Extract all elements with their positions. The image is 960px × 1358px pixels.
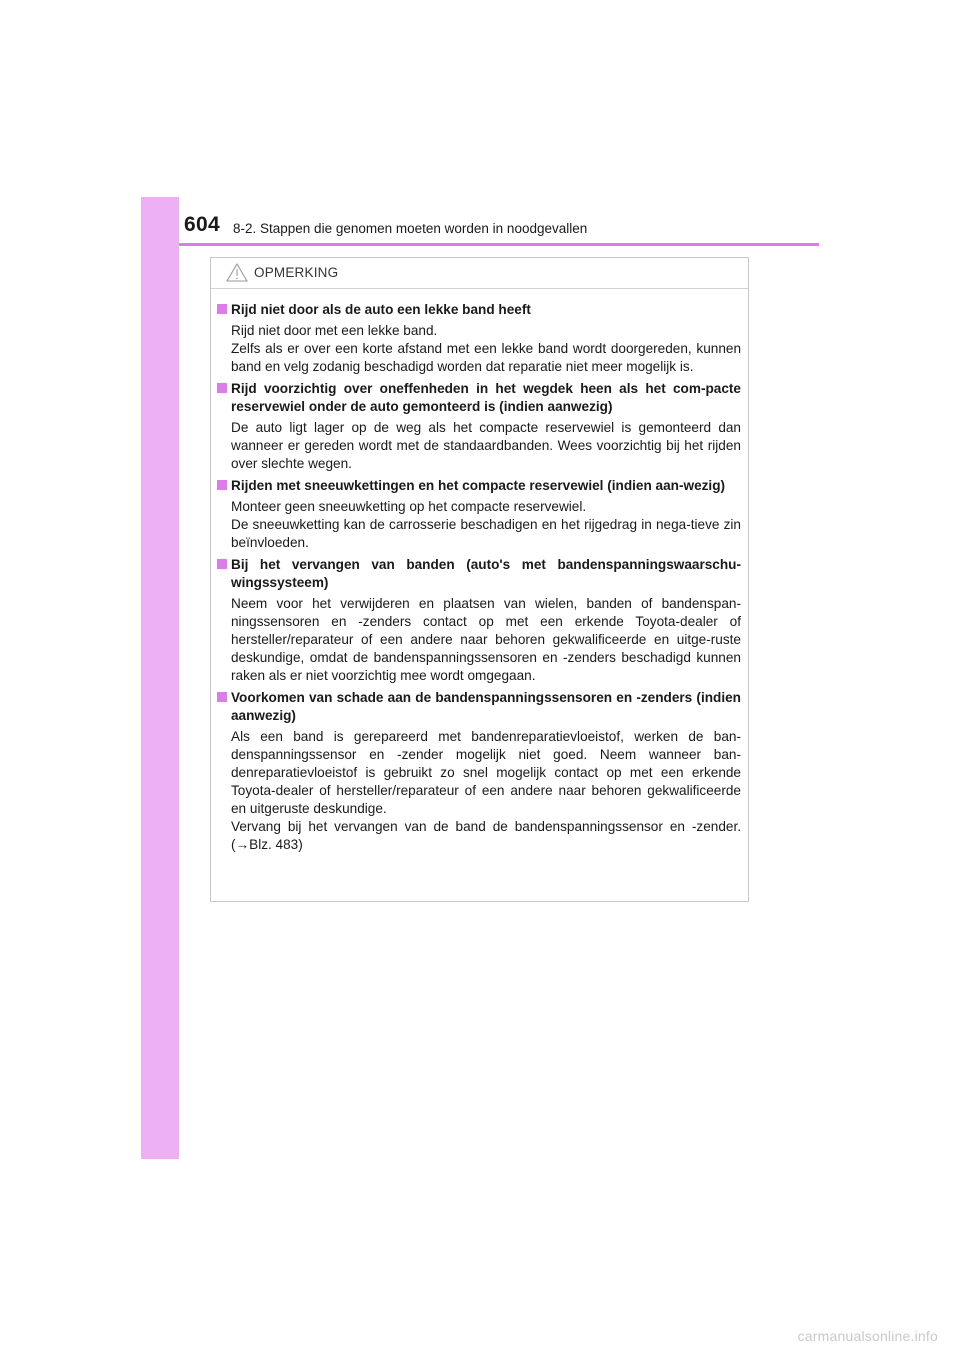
square-bullet-icon: [217, 304, 227, 314]
paragraph: Als een band is gerepareerd met bandenreparatievloeistof, werken de ban-denspanningssensor en -zender mogelijk niet goed. Neem wanneer ban-denreparatievloeistof is gebruikt zo snel mogelijk contact op met een erkende Toyota-dealer of hersteller/reparateur of een andere naar behoren gekwalificeerde en uitgeruste deskundige.: [231, 729, 741, 816]
notice-header: [211, 258, 748, 289]
square-bullet-icon: [217, 692, 227, 702]
square-bullet-icon: [217, 383, 227, 393]
notice-box: [210, 257, 749, 902]
notice-item-title: [217, 380, 741, 416]
notice-item-title-text: Rijd niet door als de auto een lekke band heeft: [231, 302, 531, 317]
paragraph: Monteer geen sneeuwketting op het compacte reservewiel.: [231, 499, 587, 514]
paragraph: Vervang bij het vervangen van de band de bandenspanningssensor en -zender. (→Blz. 483): [231, 819, 741, 852]
page-number: 604: [184, 213, 220, 236]
paragraph: De auto ligt lager op de weg als het compacte reservewiel is gemonteerd dan wanneer er gereden wordt met de standaardbanden. Wees voorzichtig bij het rijden over slechte wegen.: [231, 420, 741, 471]
notice-item-body: [217, 322, 741, 376]
notice-item: [217, 689, 741, 854]
notice-item: [217, 556, 741, 685]
notice-item-title-text: Rijd voorzichtig over oneffenheden in het wegdek heen als het com-pacte reservewiel onder de auto gemonteerd is (indien aanwezig): [231, 381, 741, 414]
paragraph: De sneeuwketting kan de carrosserie beschadigen en het rijgedrag in nega-tieve zin beïnvloeden.: [231, 517, 741, 550]
watermark: carmanualsonline.info: [797, 1328, 938, 1344]
notice-item-title-text: Rijden met sneeuwkettingen en het compacte reservewiel (indien aan-wezig): [231, 478, 726, 493]
paragraph: Rijd niet door met een lekke band.: [231, 323, 438, 338]
square-bullet-icon: [217, 559, 227, 569]
section-title: 8-2. Stappen die genomen moeten worden in noodgevallen: [233, 221, 588, 236]
notice-item-title: [217, 689, 741, 725]
notice-item: [217, 301, 741, 376]
notice-body: [211, 289, 748, 854]
notice-item-title: [217, 301, 741, 319]
notice-item-body: [217, 728, 741, 854]
notice-label: OPMERKING: [254, 265, 339, 280]
notice-item-title-text: Voorkomen van schade aan de bandenspanningssensoren en -zenders (indien aanwezig): [231, 690, 741, 723]
notice-item-body: [217, 419, 741, 473]
notice-item-title: [217, 556, 741, 592]
notice-item-body: [217, 595, 741, 685]
notice-item-title-text: Bij het vervangen van banden (auto's met bandenspanningswaarschu-wingssysteem): [231, 557, 741, 590]
paragraph: Zelfs als er over een korte afstand met een lekke band wordt doorgereden, kunnen band en velg zodanig beschadigd worden dat reparatie niet meer mogelijk is.: [231, 341, 741, 374]
paragraph: Neem voor het verwijderen en plaatsen van wielen, banden of bandenspan-ningssensoren en -zenders contact op met een erkende Toyota-dealer of hersteller/reparateur of een andere naar behoren gekwalificeerde en uitge-ruste deskundige, omdat de bandenspanningssensoren en -zenders beschadigd kunnen raken als er niet voorzichtig mee wordt omgegaan.: [231, 596, 741, 683]
warning-triangle-icon: [226, 263, 248, 282]
square-bullet-icon: [217, 480, 227, 490]
notice-item-body: [217, 498, 741, 552]
notice-item-title: [217, 477, 741, 495]
side-band: [141, 197, 179, 1159]
notice-item: [217, 477, 741, 552]
notice-item: [217, 380, 741, 473]
header-rule: [179, 243, 819, 246]
